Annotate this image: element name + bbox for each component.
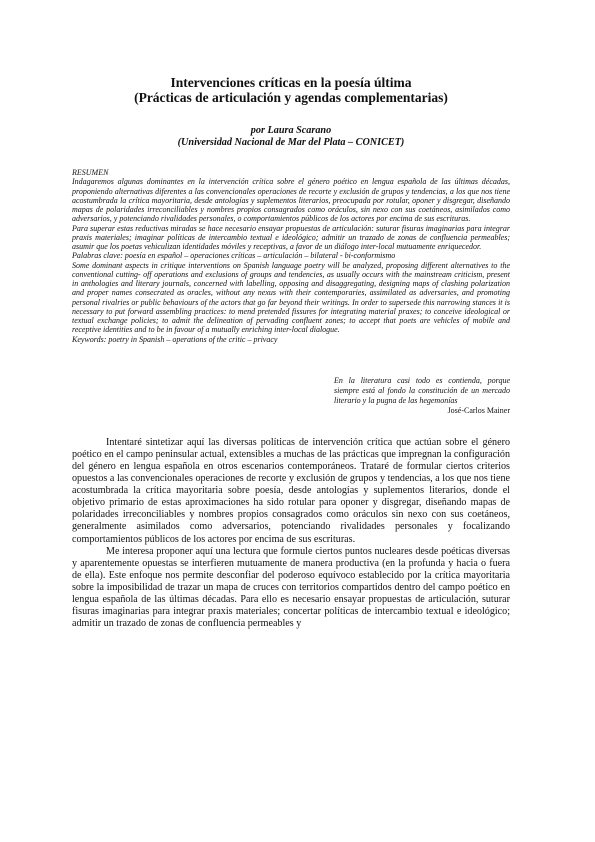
author-name: por Laura Scarano (250, 125, 332, 136)
keywords: Keywords: poetry in Spanish – operations of the critic – privacy (72, 334, 278, 344)
resumen-paragraph-1: Indagaremos algunas dominantes en la intervención crítica sobre el género poético en lengua española de las últimas décadas, proponiendo alternativas diferentes a las convencionales operaciones de recorte y exclusión de grupos y tendencias, a los que nos tiene acostumbrada la crítica mayoritaria, desde antologías y suplementos literarios, preocupada por rotular, oponer y disgregar, diseñando mapas de polaridades irreconciliables y nombres propios consagrados como oráculos, sin nexo con sus coetáneos, asimilados como adversarios, y potenciando rivalidades personales, o comportamientos públicos de los actores por encima de sus escrituras. (72, 177, 510, 224)
epigraph-text: En la literatura casi todo es contienda, porque siempre está al fondo la constitución de un mercado literario y la pugna de las hegemonías (334, 375, 510, 405)
abstract-english: Some dominant aspects in critique interventions on Spanish language poetry will be analyzed, proposing different alternatives to the conventional cutting- off operations and exclusions of groups and tendencies, as usually occurs with the mainstream criticism, present in anthologies and literary journals, concerned with labelling, opposing and disaggregating, designing maps of clashing polarization and proper names consecrated as oracles, without any nexus with their contemporaries, assimilated as adversaries, and promoting personal rivalries or public behaviours of the actors that go far beyond their writings. In order to supersede this narrowing stances it is necessary to put forward assembling practices: to mend pretended fissures for integrating material praxes; to conceive ideological or textual exchange policies; to admit the delineation of pervading confluent zones; to accept that poets are vehicles of mobile and receptive identities and to be in favour of a mutually enriching inter-local dialogue. (72, 260, 510, 335)
author-block (72, 125, 510, 149)
epigraph-author: José-Carlos Mainer (447, 405, 510, 415)
paper-title (72, 0, 510, 105)
resumen-label: RESUMEN (72, 168, 109, 177)
abstract-section (72, 168, 510, 344)
author-affiliation: (Universidad Nacional de Mar del Plata – CONICET) (177, 137, 405, 148)
title-line-1: Intervenciones críticas en la poesía última (170, 75, 412, 90)
resumen-paragraph-2: Para superar estas reductivas miradas se hace necesario ensayar propuestas de articulación: suturar fisuras imaginarias para integrar praxis materiales; imaginar políticas de intercambio textual e ideológico; admitir un trazado de zonas de confluencia permeables; asumir que los poetas vehiculizan identidades móviles y receptivas, a favor de un diálogo inter-local mutuamente enriquecedor. (72, 223, 510, 251)
body-text (72, 437, 510, 631)
title-line-2: (Prácticas de articulación y agendas complementarias) (134, 90, 448, 105)
body-paragraph-2: Me interesa proponer aquí una lectura que formule ciertos puntos nucleares desde poéticas diversas y aparentemente opuestas se interfieren mutuamente de manera productiva (en la profunda y hacia o fuera de ella). Este enfoque nos permite desconfiar del poderoso equívoco establecido por la crítica mayoritaria sobre la imposibilidad de trazar un mapa de cruces con territorios compartidos dentro del campo poético en lengua española de las últimas décadas. Para ello es necesario ensayar propuestas de articulación, suturar fisuras imaginarias para integrar praxis materiales; concertar políticas de intercambio textual e ideológico; admitir un trazado de zonas de confluencia permeables y (72, 545, 510, 630)
epigraph (334, 376, 510, 416)
body-paragraph-1: Intentaré sintetizar aquí las diversas políticas de intervención crítica que actúan sobre el género poético en el campo peninsular actual, extensibles a muchas de las prácticas que impregnan la configuración del género en lengua española en otros escenarios contemporáneos. Trataré de formular ciertos criterios opuestos a las convencionales operaciones de recorte y exclusión de grupos y tendencias, a los que nos tiene acostumbrada la crítica mayoritaria sobre poesía, desde antologías y suplementos literarios, donde el objetivo primario de estas aproximaciones ha sido rotular para oponer y disgregar, diseñando mapas de polaridades irreconciliables y nombres propios consagrados como oráculos sin nexo con sus coetáneos, generalmente asimilados como adversarios, potenciando rivalidades personales y focalizando comportamientos públicos de los actores por encima de sus escrituras. (72, 436, 510, 545)
palabras-clave: Palabras clave: poesía en español – operaciones críticas – articulación – bilateral - bi-conformismo (72, 251, 396, 261)
